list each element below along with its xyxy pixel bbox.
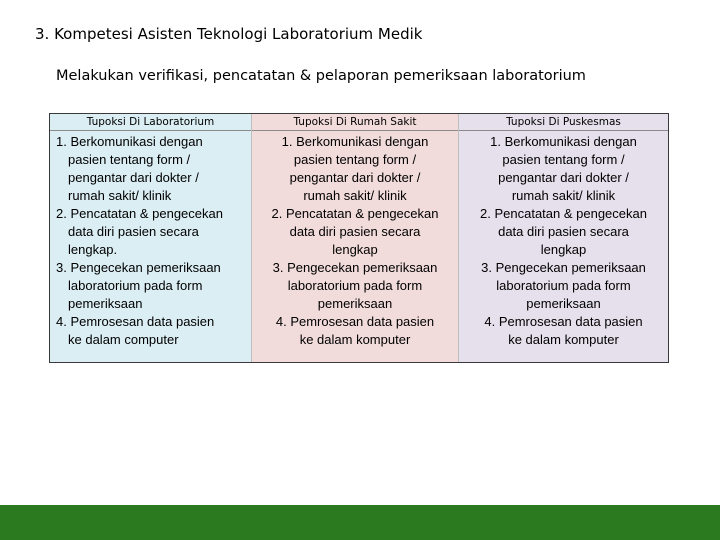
slide-subtitle: Melakukan verifikasi, pencatatan & pelaporan pemeriksaan laboratorium <box>56 68 586 84</box>
list-item: laboratorium pada form <box>68 278 203 293</box>
list-item: ke dalam komputer <box>508 332 619 347</box>
list-item: 3. Pengecekan pemeriksaan <box>56 260 221 275</box>
list-item: lengkap <box>540 242 587 257</box>
column-puskesmas <box>459 114 668 362</box>
list-item: 1. Berkomunikasi dengan <box>56 134 203 149</box>
list-item: 4. Pemrosesan data pasien <box>56 314 215 329</box>
column-body-puskesmas <box>459 131 668 362</box>
list-item: 2. Pencatatan & pengecekan <box>480 206 647 221</box>
column-header-rumah-sakit: Tupoksi Di Rumah Sakit <box>252 114 458 131</box>
list-item: 1. Berkomunikasi dengan <box>281 134 429 149</box>
footer-bar <box>0 505 720 540</box>
column-body-rumah-sakit <box>252 131 458 362</box>
list-item: pengantar dari dokter / <box>68 170 199 185</box>
list-item: data diri pasien secara <box>498 224 629 239</box>
list-item: laboratorium pada form <box>287 278 423 293</box>
column-header-puskesmas: Tupoksi Di Puskesmas <box>459 114 668 131</box>
list-item: pasien tentang form / <box>502 152 625 167</box>
list-item: 3. Pengecekan pemeriksaan <box>481 260 646 275</box>
list-item: pengantar dari dokter / <box>289 170 421 185</box>
list-item: pemeriksaan <box>526 296 601 311</box>
list-item: 4. Pemrosesan data pasien <box>484 314 643 329</box>
column-laboratorium <box>50 114 252 362</box>
list-item: 4. Pemrosesan data pasien <box>275 314 435 329</box>
slide-title: 3. Kompetesi Asisten Teknologi Laboratorium Medik <box>35 25 423 43</box>
column-header-laboratorium: Tupoksi Di Laboratorium <box>50 114 251 131</box>
list-item: lengkap. <box>68 242 118 257</box>
list-item: pengantar dari dokter / <box>498 170 629 185</box>
list-item: laboratorium pada form <box>496 278 631 293</box>
list-item: pemeriksaan <box>68 296 143 311</box>
list-item: ke dalam komputer <box>299 332 411 347</box>
list-item: rumah sakit/ klinik <box>511 188 616 203</box>
list-item: pemeriksaan <box>317 296 393 311</box>
list-item: data diri pasien secara <box>289 224 421 239</box>
tupoksi-table <box>49 113 669 363</box>
list-item: rumah sakit/ klinik <box>303 188 407 203</box>
list-item: ke dalam computer <box>68 332 179 347</box>
list-item: 1. Berkomunikasi dengan <box>490 134 637 149</box>
column-body-laboratorium <box>50 131 251 362</box>
list-item: rumah sakit/ klinik <box>68 188 172 203</box>
list-item: 3. Pengecekan pemeriksaan <box>272 260 438 275</box>
list-item: 2. Pencatatan & pengecekan <box>56 206 223 221</box>
list-item: pasien tentang form / <box>68 152 191 167</box>
list-item: lengkap <box>332 242 378 257</box>
list-item: data diri pasien secara <box>68 224 199 239</box>
list-item: pasien tentang form / <box>293 152 417 167</box>
column-rumah-sakit <box>252 114 459 362</box>
list-item: 2. Pencatatan & pengecekan <box>271 206 439 221</box>
